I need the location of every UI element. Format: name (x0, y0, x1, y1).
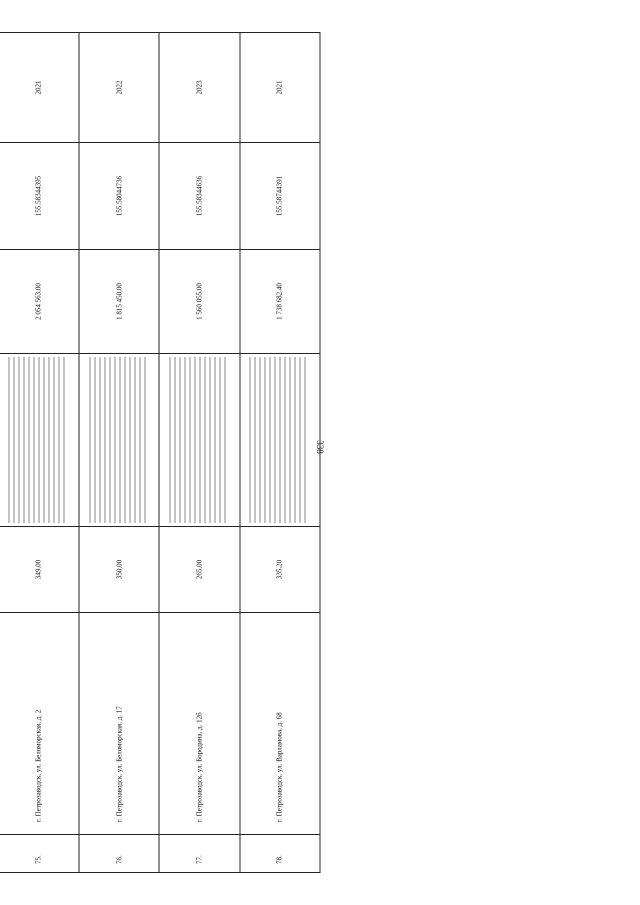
table-row (159, 32, 239, 872)
building-address: г. Петрозаводск, ул. Бородина, д. 12б (159, 612, 239, 834)
description-text-lines (169, 357, 229, 523)
building-area: 265,00 (159, 526, 239, 612)
planned-year: 2022 (78, 32, 158, 142)
cadastral-value: 155.58344636 (159, 142, 239, 249)
building-address: г. Петрозаводск, ул. Беломорская, д. 17 (78, 612, 158, 834)
repair-cost: 1 738 682,40 (239, 249, 319, 353)
repair-works-description (239, 353, 319, 526)
building-area: 349,00 (0, 526, 78, 612)
row-number: 78. (239, 834, 319, 872)
repair-cost: 2 054 563,00 (0, 249, 78, 353)
planned-year: 2021 (239, 32, 319, 142)
repair-cost: 1 560 055,00 (159, 249, 239, 353)
row-number: 77. (159, 834, 239, 872)
building-area: 350,00 (78, 526, 158, 612)
building-area: 335,20 (239, 526, 319, 612)
description-text-lines (249, 357, 309, 523)
row-number: 76. (78, 834, 158, 872)
planned-year: 2021 (0, 32, 78, 142)
page-number: 338 (315, 440, 325, 454)
description-text-lines (8, 357, 68, 523)
table-row (78, 32, 158, 872)
capital-repair-table-wrapper (0, 33, 320, 873)
table-row (0, 32, 78, 872)
repair-works-description (159, 353, 239, 526)
row-number: 75. (0, 834, 78, 872)
description-text-lines (89, 357, 149, 523)
planned-year: 2023 (159, 32, 239, 142)
cadastral-value: 155.58044736 (78, 142, 158, 249)
repair-cost: 1 815 450,00 (78, 249, 158, 353)
building-address: г. Петрозаводск, ул. Беломорская, д. 2 (0, 612, 78, 834)
table-row (239, 32, 319, 872)
cadastral-value: 155.58744391 (239, 142, 319, 249)
repair-works-description (78, 353, 158, 526)
capital-repair-table (0, 32, 320, 873)
building-address: г. Петрозаводск, ул. Варламова, д. 68 (239, 612, 319, 834)
cadastral-value: 155.58344395 (0, 142, 78, 249)
repair-works-description (0, 353, 78, 526)
